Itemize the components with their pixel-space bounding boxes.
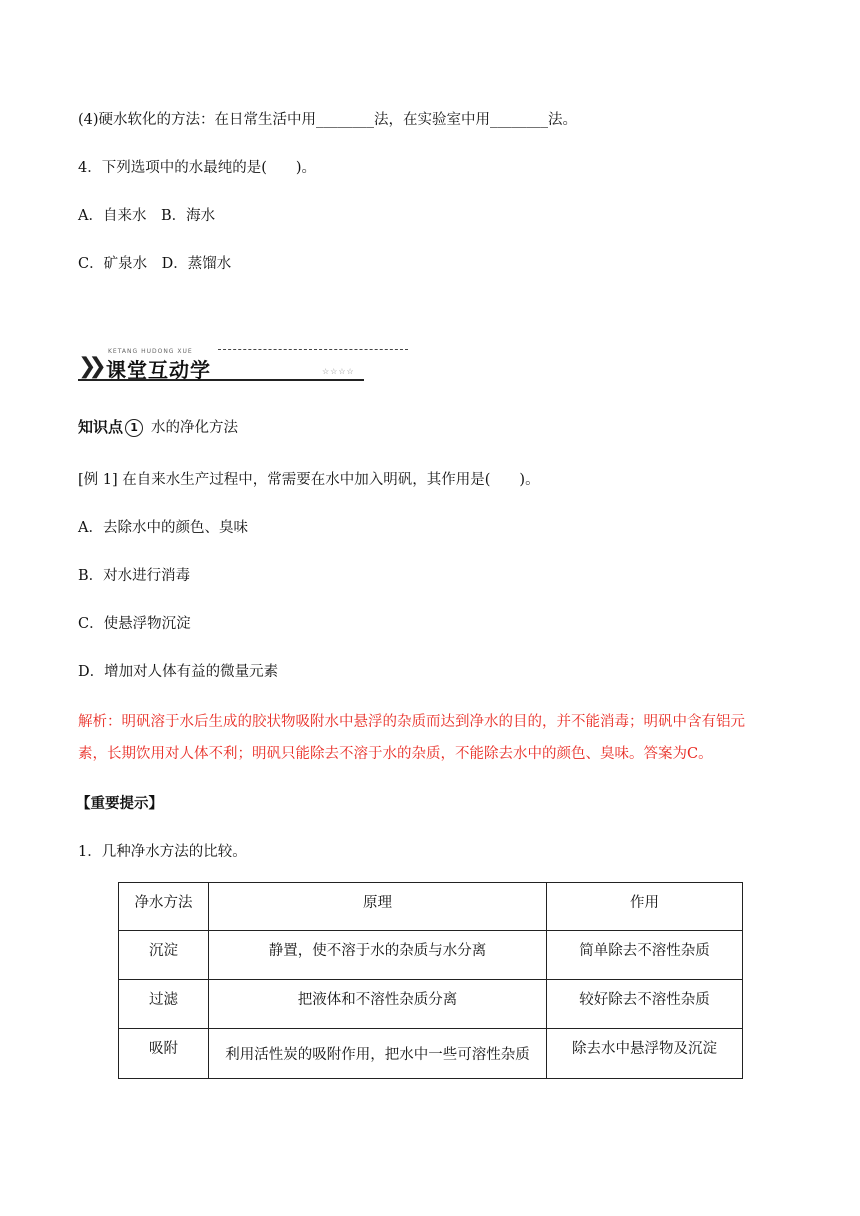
banner-underline bbox=[78, 379, 364, 381]
purification-comparison-table bbox=[118, 882, 743, 1079]
question-4-stem: 4．下列选项中的水最纯的是( )。 bbox=[78, 160, 317, 176]
double-chevron-icon: ❯❯ bbox=[78, 354, 99, 379]
table-cell: 静置，使不溶于水的杂质与水分离 bbox=[209, 931, 547, 980]
table-row bbox=[119, 980, 743, 1029]
example-option-b: B．对水进行消毒 bbox=[78, 568, 191, 584]
table-cell: 简单除去不溶性杂质 bbox=[547, 931, 743, 980]
example-option-a: A．去除水中的颜色、臭味 bbox=[78, 520, 248, 536]
analysis-line-1: 解析：明矾溶于水后生成的胶状物吸附水中悬浮的杂质而达到净水的目的，并不能消毒；明矾中含有铝元 bbox=[78, 714, 745, 730]
table-header-cell: 原理 bbox=[209, 883, 547, 931]
example-option-d: D．增加对人体有益的微量元素 bbox=[78, 664, 279, 680]
banner-dashed-rule bbox=[218, 349, 408, 350]
table-cell: 吸附 bbox=[119, 1029, 209, 1079]
example-stem: [例 1] 在自来水生产过程中，常需要在水中加入明矾，其作用是( )。 bbox=[78, 472, 540, 488]
question-3-part-4: (4)硬水软化的方法：在日常生活中用________法，在实验室中用________法。 bbox=[78, 112, 578, 128]
table-cell: 除去水中悬浮物及沉淀 bbox=[547, 1029, 743, 1079]
table-cell: 沉淀 bbox=[119, 931, 209, 980]
table-header-cell: 作用 bbox=[547, 883, 743, 931]
table-cell: 过滤 bbox=[119, 980, 209, 1029]
table-cell: 利用活性炭的吸附作用，把水中一些可溶性杂质 bbox=[209, 1029, 547, 1079]
table-row bbox=[119, 1029, 743, 1079]
banner-title: 课堂互动学 bbox=[106, 358, 211, 382]
analysis-line-2: 素，长期饮用对人体不利；明矾只能除去不溶于水的杂质，不能除去水中的颜色、臭味。答案为C。 bbox=[78, 746, 713, 762]
table-header-cell: 净水方法 bbox=[119, 883, 209, 931]
knowledge-point-number: 1 bbox=[125, 419, 143, 437]
table-cell: 较好除去不溶性杂质 bbox=[547, 980, 743, 1029]
table-row bbox=[119, 931, 743, 980]
question-4-options-cd: C．矿泉水 D．蒸馏水 bbox=[78, 256, 232, 272]
knowledge-point-heading bbox=[78, 416, 238, 438]
tip-heading: 【重要提示】 bbox=[76, 795, 163, 812]
banner-pinyin: KETANG HUDONG XUE bbox=[108, 348, 193, 355]
knowledge-point-title: 水的净化方法 bbox=[151, 420, 239, 436]
table-cell: 把液体和不溶性杂质分离 bbox=[209, 980, 547, 1029]
question-4-options-ab: A．自来水 B．海水 bbox=[78, 208, 216, 224]
banner-stars: ☆☆☆☆ bbox=[322, 367, 355, 376]
example-option-c: C．使悬浮物沉淀 bbox=[78, 616, 191, 632]
table-header-row bbox=[119, 883, 743, 931]
tip-item-1: 1．几种净水方法的比较。 bbox=[78, 844, 247, 860]
knowledge-point-label: 知识点 bbox=[78, 418, 124, 436]
section-banner bbox=[78, 348, 368, 382]
